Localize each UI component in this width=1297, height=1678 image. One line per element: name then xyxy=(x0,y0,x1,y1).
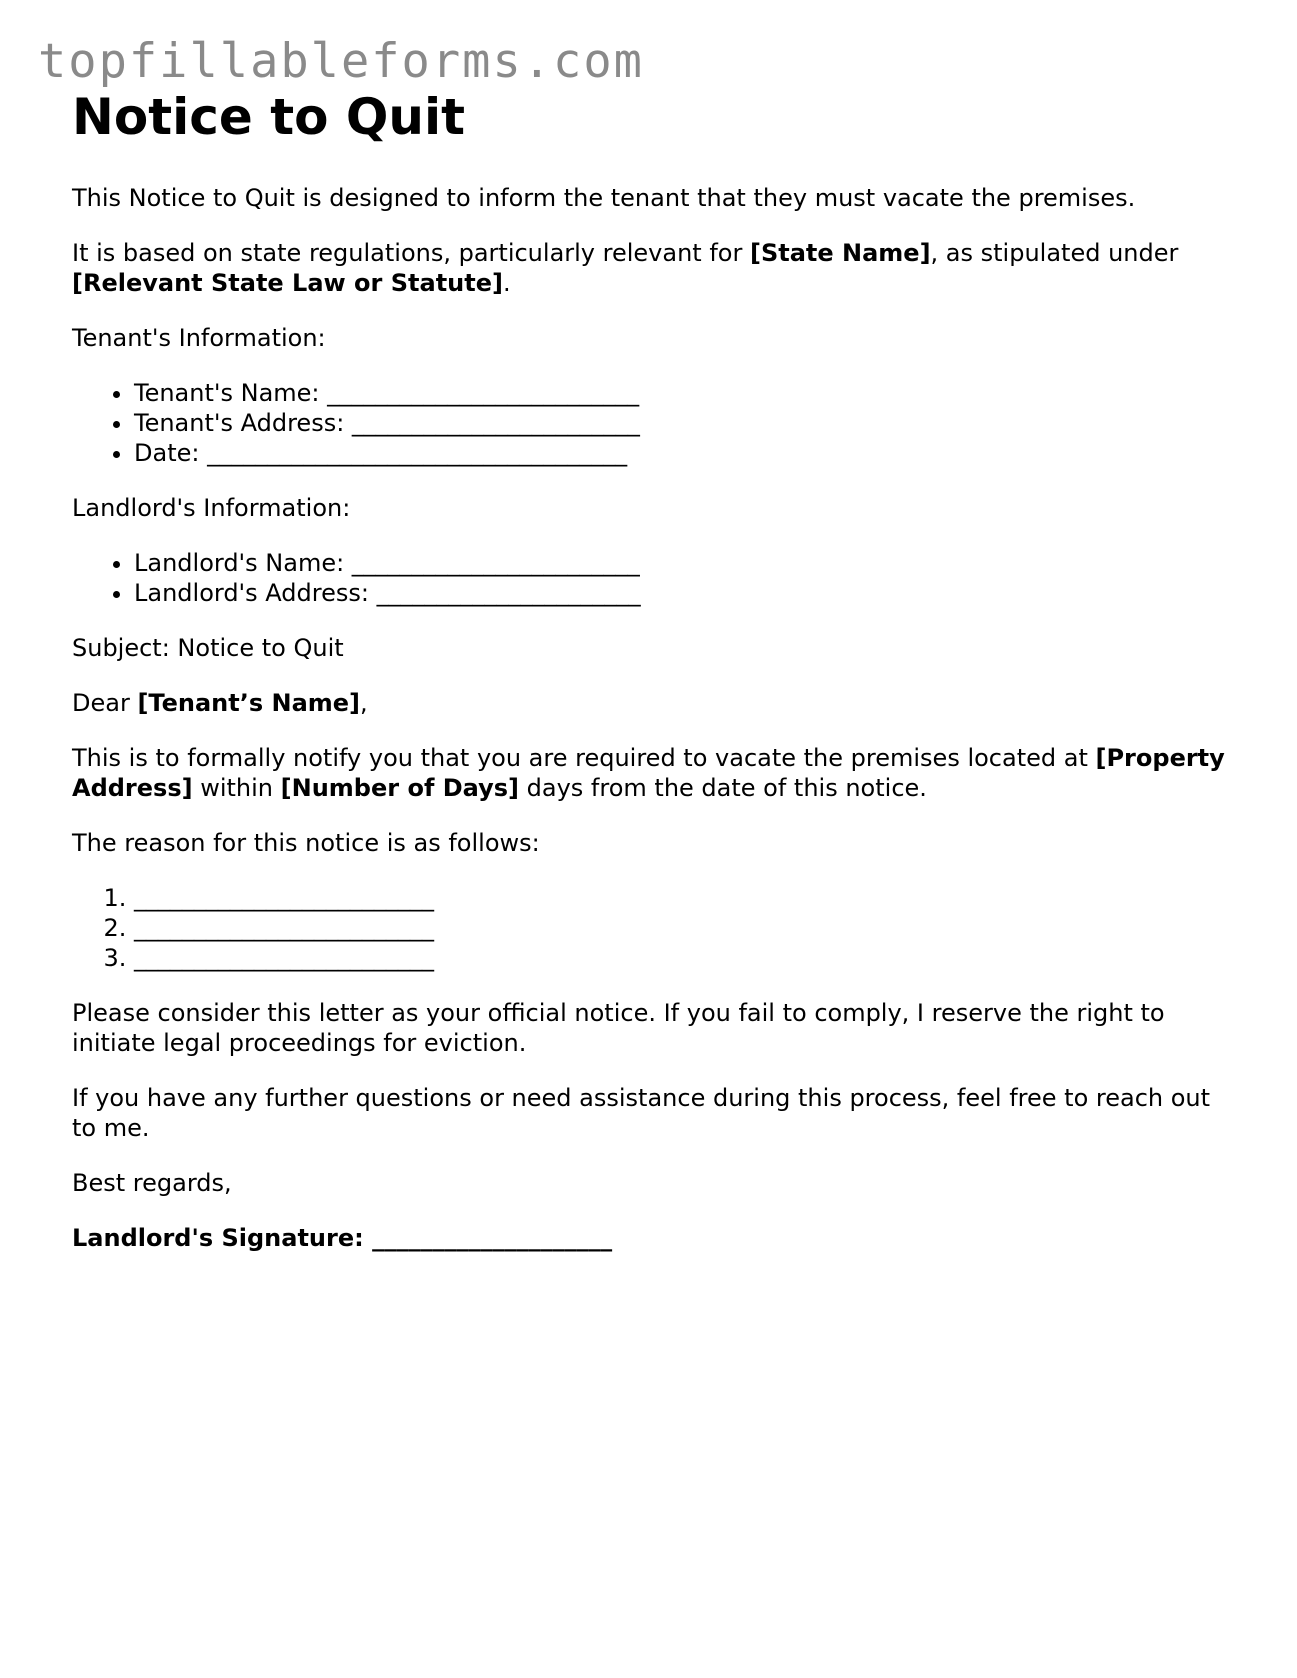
salutation-prefix: Dear xyxy=(72,689,138,717)
document-page xyxy=(72,90,1232,1278)
reasons-heading: The reason for this notice is as follows: xyxy=(72,829,540,857)
landlord-info-list xyxy=(72,548,1232,608)
watermark: topfillableforms.com xyxy=(38,34,644,89)
document-title: Notice to Quit xyxy=(72,88,465,146)
basis-prefix: It is based on state regulations, particularly relevant for xyxy=(72,239,750,267)
statute-placeholder: [Relevant State Law or Statute] xyxy=(72,269,503,297)
property-address-placeholder: [Property Address] xyxy=(72,744,1225,802)
tenant-address-field[interactable]: • Tenant's Address: ________________________ xyxy=(134,408,1232,438)
closing: Best regards, xyxy=(72,1169,232,1197)
tenant-info-heading: Tenant's Information: xyxy=(72,324,326,352)
reasons-list xyxy=(72,883,1232,973)
reason-field-1[interactable]: 1. _________________________ xyxy=(134,883,1232,913)
subject-line: Subject: Notice to Quit xyxy=(72,634,344,662)
notify-middle: within xyxy=(192,774,281,802)
date-field[interactable]: • Date: ___________________________________ xyxy=(134,438,1232,468)
signature-line[interactable] xyxy=(72,1223,1232,1253)
tenant-name-field[interactable]: • Tenant's Name: __________________________ xyxy=(134,378,1232,408)
tenant-name-placeholder: [Tenant’s Name] xyxy=(137,689,361,717)
questions-paragraph: If you have any further questions or need assistance during this process, feel free to reach out to me. xyxy=(72,1084,1211,1142)
landlord-info-heading: Landlord's Information: xyxy=(72,494,351,522)
reason-field-2[interactable]: 2. _________________________ xyxy=(134,913,1232,943)
basis-middle: , as stipulated under xyxy=(930,239,1179,267)
signature-label: Landlord's Signature: ____________________ xyxy=(72,1224,613,1252)
number-of-days-placeholder: [Number of Days] xyxy=(280,774,520,802)
consider-paragraph: Please consider this letter as your official notice. If you fail to comply, I reserve the right to initiate legal proceedings for eviction. xyxy=(72,999,1165,1057)
basis-suffix: . xyxy=(502,269,511,297)
notify-prefix: This is to formally notify you that you are required to vacate the premises located at xyxy=(72,744,1096,772)
salutation-suffix: , xyxy=(360,689,368,717)
reason-field-3[interactable]: 3. _________________________ xyxy=(134,943,1232,973)
tenant-info-list xyxy=(72,378,1232,468)
intro-paragraph: This Notice to Quit is designed to inform the tenant that they must vacate the premises. xyxy=(72,184,1136,212)
state-name-placeholder: [State Name] xyxy=(749,239,931,267)
notify-paragraph xyxy=(72,743,1232,803)
landlord-address-field[interactable]: • Landlord's Address: ______________________ xyxy=(134,578,1232,608)
landlord-name-field[interactable]: • Landlord's Name: ________________________ xyxy=(134,548,1232,578)
basis-paragraph xyxy=(72,238,1232,298)
notify-suffix: days from the date of this notice. xyxy=(519,774,927,802)
salutation xyxy=(72,688,1232,718)
